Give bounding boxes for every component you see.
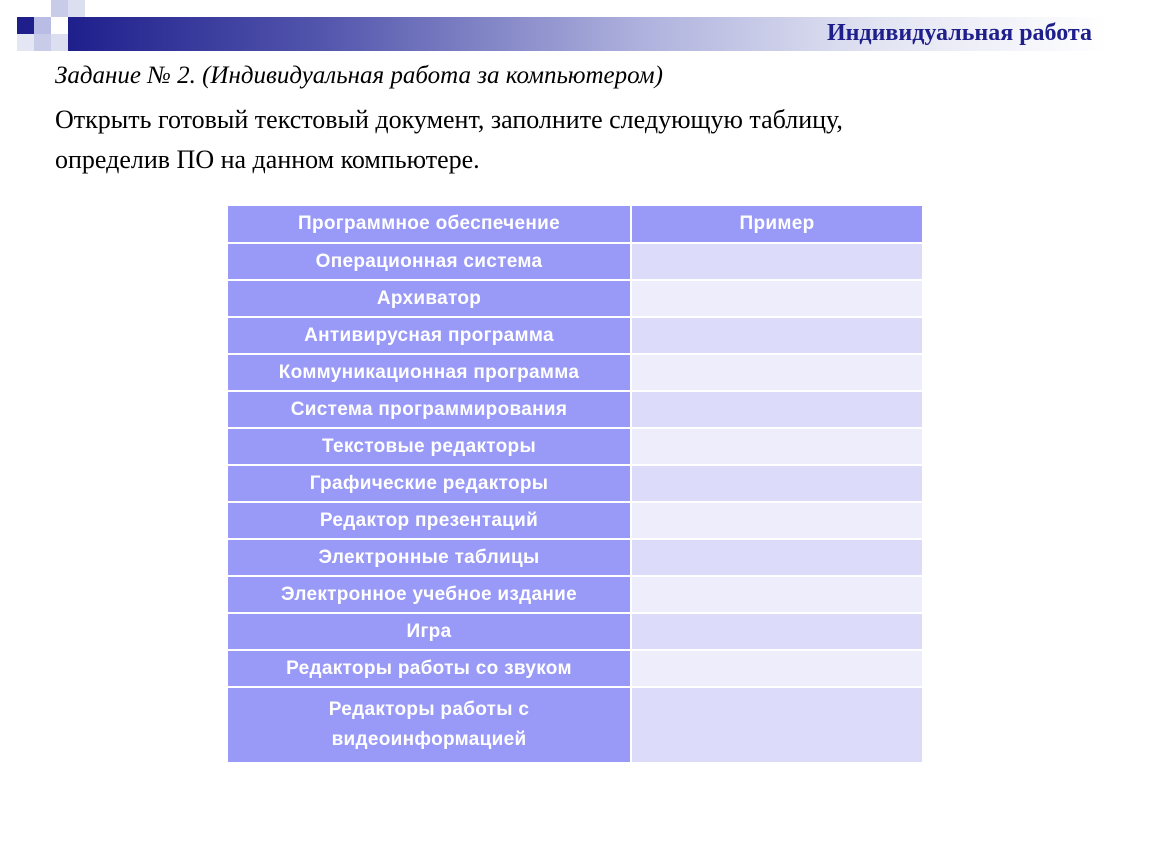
task-line-1: Открыть готовый текстовый документ, заполните следующую таблицу, xyxy=(55,105,843,134)
row-example-cell[interactable] xyxy=(631,613,923,650)
table-row xyxy=(227,539,923,576)
row-example-cell[interactable] xyxy=(631,650,923,687)
header-title: Индивидуальная работа xyxy=(826,20,1092,46)
row-name: Редакторы работы со звуком xyxy=(227,650,631,687)
software-table xyxy=(226,204,924,764)
row-name: Операционная система xyxy=(227,243,631,280)
table-header-row xyxy=(227,205,923,243)
decor-square xyxy=(51,34,68,51)
row-example-cell[interactable] xyxy=(631,391,923,428)
decor-square xyxy=(34,17,51,34)
row-name: Графические редакторы xyxy=(227,465,631,502)
row-example-cell[interactable] xyxy=(631,280,923,317)
table-row xyxy=(227,465,923,502)
row-name-text: Редакторы работы с видеоинформацией xyxy=(328,699,530,750)
task-line-2: определив ПО на данном компьютере. xyxy=(55,145,480,174)
row-name: Электронные таблицы xyxy=(227,539,631,576)
decor-square xyxy=(51,0,68,17)
row-example-cell[interactable] xyxy=(631,428,923,465)
table-row xyxy=(227,502,923,539)
row-name: Текстовые редакторы xyxy=(227,428,631,465)
table-row xyxy=(227,576,923,613)
decor-square xyxy=(34,34,51,51)
row-name: Игра xyxy=(227,613,631,650)
decor-square xyxy=(17,34,34,51)
row-example-cell[interactable] xyxy=(631,243,923,280)
table-row xyxy=(227,428,923,465)
table-row xyxy=(227,280,923,317)
table-row xyxy=(227,317,923,354)
table-row xyxy=(227,613,923,650)
table-row xyxy=(227,650,923,687)
table-row xyxy=(227,354,923,391)
row-example-cell[interactable] xyxy=(631,465,923,502)
row-name: Электронное учебное издание xyxy=(227,576,631,613)
row-example-cell[interactable] xyxy=(631,502,923,539)
row-name: Редактор презентаций xyxy=(227,502,631,539)
row-name: Архиватор xyxy=(227,280,631,317)
row-example-cell[interactable] xyxy=(631,576,923,613)
task-description xyxy=(55,100,1055,180)
row-example-cell[interactable] xyxy=(631,354,923,391)
header-software: Программное обеспечение xyxy=(227,205,631,243)
decor-square xyxy=(68,0,85,17)
row-example-cell[interactable] xyxy=(631,317,923,354)
task-title: Задание № 2. (Индивидуальная работа за компьютером) xyxy=(55,62,663,89)
table-row xyxy=(227,687,923,763)
table-row xyxy=(227,391,923,428)
row-example-cell[interactable] xyxy=(631,687,923,763)
row-name: Коммуникационная программа xyxy=(227,354,631,391)
header-example: Пример xyxy=(631,205,923,243)
row-name: Система программирования xyxy=(227,391,631,428)
row-name xyxy=(227,687,631,763)
decor-square xyxy=(17,17,34,34)
row-name: Антивирусная программа xyxy=(227,317,631,354)
row-example-cell[interactable] xyxy=(631,539,923,576)
table-row xyxy=(227,243,923,280)
